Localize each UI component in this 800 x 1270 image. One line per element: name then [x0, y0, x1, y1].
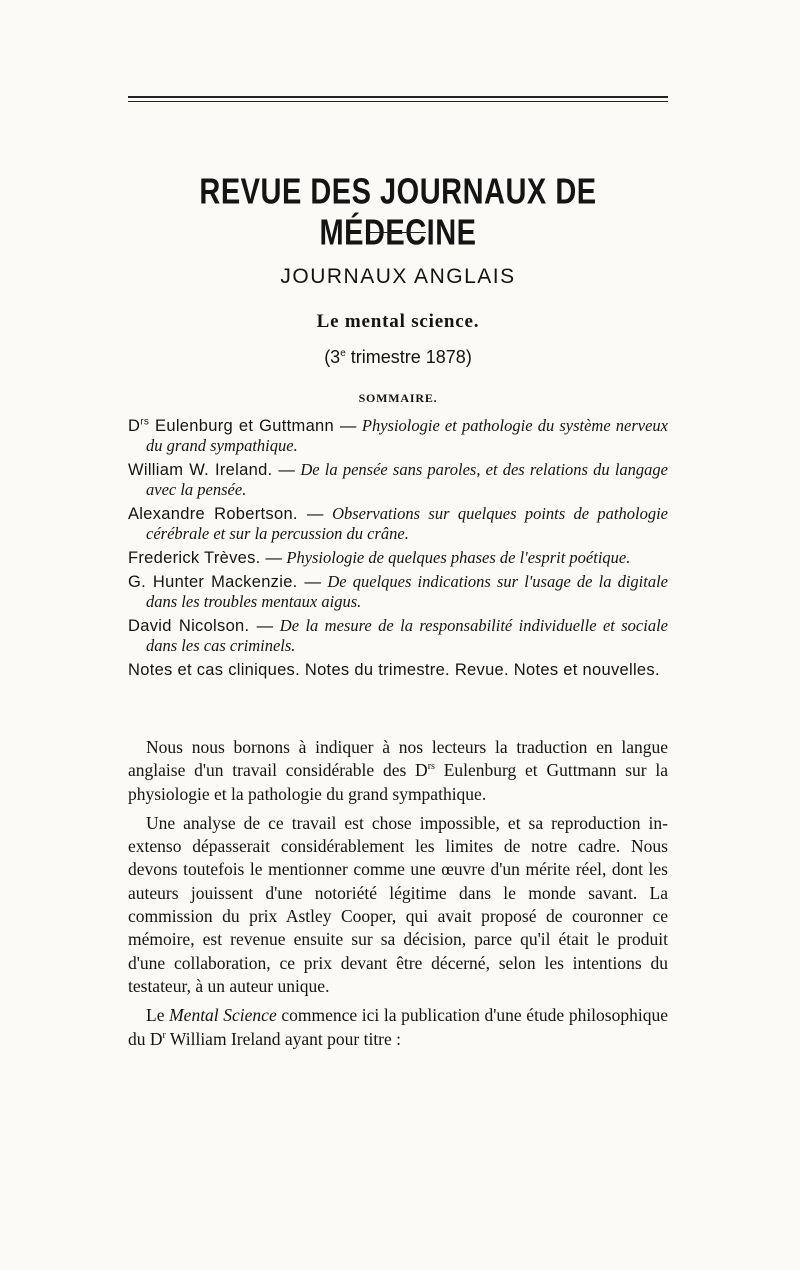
entry-author: Frederick Trèves. — — [128, 549, 283, 567]
sommaire-entry — [128, 416, 668, 456]
trimestre: (3e trimestre 1878) — [324, 347, 472, 367]
main-title: REVUE DES JOURNAUX DE MÉDECINE — [199, 172, 597, 254]
sommaire-entry — [128, 660, 668, 680]
entry-work: Physiologie de quelques phases de l'esprit poétique. — [286, 548, 631, 567]
top-rule-thin — [128, 101, 668, 102]
entry-author: David Nicolson. — — [128, 617, 274, 635]
sommaire-heading: SOMMAIRE. — [358, 391, 438, 405]
sommaire-entry — [128, 460, 668, 500]
entry-work: De la mesure de la responsabilité individuelle et sociale dans les cas criminels. — [146, 616, 668, 655]
entry-author: G. Hunter Mackenzie. — — [128, 573, 322, 591]
paragraph: Une analyse de ce travail est chose impossible, et sa reproduction in-extenso dépasserait considérablement les limites de notre cadre. Nous devons toutefois le mentionner comme une œuvre d'un mérite réel, dont les auteurs jouissent d'une notoriété légitime dans le monde savant. La commission du prix Astley Cooper, qui avait proposé de couronner ce mémoire, est revenue ensuite sur sa décision, parce qu'il était le produit d'une collaboration, ce prix devant être décerné, selon les intentions du testateur, à un auteur unique. — [128, 812, 668, 996]
entry-author: $D^{rs}$ Eulenburg et Guttmann — — [128, 416, 357, 435]
body-text — [128, 736, 668, 1057]
title-divider — [370, 232, 426, 233]
journal-name: Le mental science. — [316, 311, 480, 332]
sommaire-entry — [128, 616, 668, 656]
entry-work: Physiologie et pathologie du système nerveux du grand sympathique. — [146, 416, 669, 455]
paragraph: Nous nous bornons à indiquer à nos lecteurs la traduction en langue anglaise d'un travail considérable des $D^{rs}$ Eulenburg et Guttmann sur la physiologie et la pathologie du grand sympathique. — [128, 737, 668, 804]
sommaire-entry — [128, 572, 668, 612]
sommaire-list — [128, 416, 668, 684]
sommaire-entry — [128, 548, 668, 568]
sommaire-entry — [128, 504, 668, 544]
entry-work: Observations sur quelques points de pathologie cérébrale et sur la percussion du crâne. — [146, 504, 668, 543]
top-rule — [128, 96, 668, 98]
entry-author: William W. Ireland. — — [128, 461, 296, 479]
entry-work: De la pensée sans paroles, et des relations du langage avec la pensée. — [146, 460, 668, 499]
entry-author: Alexandre Robertson. — — [128, 505, 324, 523]
paragraph: Le Mental Science commence ici la publication d'une étude philosophique du $D^r$ William Ireland ayant pour titre : — [128, 1005, 668, 1049]
section-title: JOURNAUX ANGLAIS — [280, 265, 516, 288]
entry-author: Notes et cas cliniques. Notes du trimestre. Revue. Notes et nouvelles. — [128, 661, 660, 679]
entry-work: De quelques indications sur l'usage de la digitale dans les troubles mentaux aigus. — [146, 572, 668, 611]
